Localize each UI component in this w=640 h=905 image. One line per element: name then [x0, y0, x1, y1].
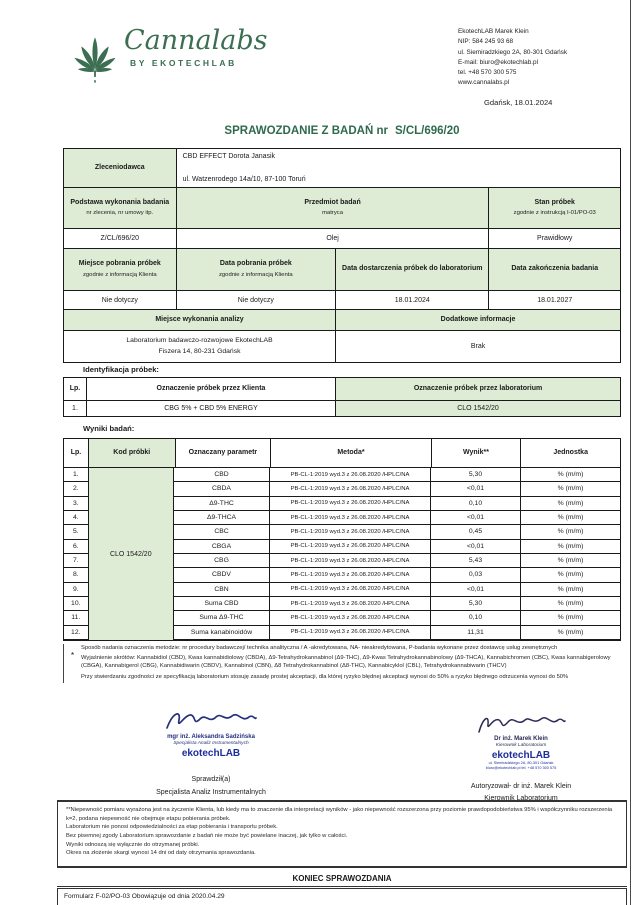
result-row: [174, 482, 620, 496]
sampling-h1: Miejsce pobrania próbek: [78, 260, 161, 268]
result-row-number: 3.: [64, 497, 88, 511]
analysis-value-row: [64, 331, 620, 362]
result-unit: % (m/m): [557, 485, 584, 493]
disclaimer-line: Wyniki odnoszą się wyłącznie do otrzymanej próbki.: [66, 841, 200, 848]
basis-header-2: [177, 188, 490, 228]
report-title: [63, 125, 621, 137]
results-body: [64, 468, 620, 640]
completion-date-header: Data zakończenia badania: [489, 249, 620, 290]
delivery-date-header: Data dostarczenia próbek do laboratorium: [336, 249, 489, 290]
basis-h2: Przedmiot badań: [304, 198, 361, 206]
sampling-header-row: [64, 249, 620, 291]
identification-header-row: [64, 378, 620, 401]
basis-h1: Podstawa wykonania badania: [70, 198, 170, 206]
test-subject: Olej: [177, 229, 490, 248]
disclaimer-line: Okres na złożenie skargi wynosi 14 dni od daty otrzymania sprawozdania.: [66, 850, 256, 857]
footnote-line: Przy stwierdzaniu zgodności ze specyfikacją laboratorium stosuję zasadę prostej akceptacji, dla której ryzyko błędnej akceptacji wynosi do 50% a ryzyko błędnego odrzucenia wynosi do 50%: [81, 673, 569, 680]
result-row-number: 8.: [64, 568, 88, 582]
footnote-text: [81, 644, 621, 683]
result-row: [174, 597, 620, 611]
result-value: 0,45: [431, 525, 521, 538]
sample-code-cell: CLO 1542/20: [89, 468, 174, 640]
analysis-place-header: Miejsce wykonania analizy: [64, 310, 336, 330]
basis-value-row: [64, 229, 620, 249]
identification-data-row: [64, 401, 620, 416]
result-unit: % (m/m): [557, 585, 584, 593]
checker-caption-line1: Sprawdził(a): [191, 776, 231, 783]
authorizer-role: Kierownik Laboratorium: [495, 743, 547, 749]
results-section-title: Wyniki badań:: [83, 424, 135, 433]
lab-contact-line: ul. Siemiradzkiego 2A, 80-301 Gdańsk: [458, 48, 568, 56]
result-row: [174, 583, 620, 597]
checker-caption-line2: Specjalista Analiz Instrumentalnych: [156, 788, 266, 796]
result-row-number: 2.: [64, 482, 88, 496]
basis-h3-sub: zgodnie z instrukcją I-01/PO-03: [513, 210, 596, 217]
stamp-address-line1: ul. Siemiradzkiego 2A, 80-301 Gdańsk: [488, 760, 554, 765]
result-parameter: Suma CBD: [174, 597, 270, 610]
results-rows: [174, 468, 620, 640]
client-label: Zleceniodawca: [64, 149, 177, 187]
sample-condition: Prawidłowy: [537, 235, 573, 242]
result-method: PB-CL-1:2019 wyd.3 z 26.08.2020 /HPLC/NA: [270, 540, 431, 553]
result-row-number: 1.: [64, 468, 88, 482]
result-method: PB-CL-1:2019 wyd.3 z 26.08.2020 /HPLC/NA: [270, 568, 431, 581]
basis-header-row: [64, 188, 620, 229]
result-parameter: Δ9-THC: [174, 497, 270, 510]
ident-col-client: Oznaczenie próbek przez Klienta: [87, 378, 336, 400]
result-row: [174, 511, 620, 525]
authorizer-caption-line2: Kierownik Laboratorium: [484, 794, 558, 802]
lab-contact-line: tel. +48 570 300 575: [458, 69, 517, 76]
result-value: 11,31: [431, 626, 521, 639]
authorizer-caption-line1: Autoryzował- dr inż. Marek Klein: [470, 782, 572, 790]
result-row: [174, 554, 620, 568]
result-method: PB-CL-1:2019 wyd.3 z 26.08.2020 /HPLC/NA: [270, 511, 431, 524]
result-unit: % (m/m): [557, 514, 584, 522]
sampling-h2-sub: zgodnie z informacją Klienta: [218, 271, 293, 278]
footnote-line: Sposób nadania oznaczenia metodzie: nr procedury badawczej/ technika analityczna / A -akredytowana, NA- nieakredytowana, P-badania wykonane przez dostawcę usług zewnętrznych: [81, 645, 558, 651]
sampling-date: Nie dotyczy: [177, 291, 336, 309]
result-value: <0,01: [431, 540, 521, 553]
result-parameter: CBDV: [174, 568, 270, 581]
ident-col-lab: Oznaczenie próbek przez laboratorium: [336, 378, 620, 400]
results-lp-column: [64, 468, 89, 640]
result-parameter: Suma Δ9-THC: [174, 611, 270, 624]
results-table: [63, 438, 621, 641]
result-value: <0,01: [431, 482, 521, 495]
end-of-report-label: KONIEC SPRAWOZDANIA: [57, 870, 627, 887]
method-footnotes: [63, 644, 621, 683]
ident-row-lp: 1.: [64, 401, 87, 416]
basis-h3: Stan próbek: [534, 198, 575, 206]
ekotechlab-stamp-logo: ekotechLAB: [181, 747, 241, 759]
result-row: [174, 525, 620, 539]
result-value: 0,03: [431, 568, 521, 581]
result-unit: % (m/m): [557, 600, 584, 608]
basis-header-1: [64, 188, 177, 228]
result-row-number: 11.: [64, 611, 88, 625]
page-edge-line: [630, 0, 631, 905]
results-header-row: [64, 439, 620, 468]
sampling-h1-sub: zgodnie z informacją Klienta: [82, 271, 157, 278]
results-col-method: Metoda*: [271, 439, 431, 467]
stamp-address-line2: biuro@ekotechlab.pl tel. +48 570 300 575: [485, 765, 557, 770]
result-row: [174, 611, 620, 625]
result-row-number: 4.: [64, 511, 88, 525]
report-info-table: [63, 148, 621, 363]
result-method: PB-CL-1:2019 wyd.3 z 26.08.2020 /HPLC/NA: [270, 468, 431, 481]
lab-contact-block: [458, 27, 628, 109]
result-parameter: CBDA: [174, 482, 270, 495]
lab-contact-line: NIP: 584 245 93 68: [458, 38, 514, 46]
disclaimer-line: Laboratorium nie ponosi odpowiedzialności za etap pobierania i transportu próbek.: [66, 824, 278, 831]
result-parameter: CBG: [174, 554, 270, 567]
identification-table: [63, 377, 621, 417]
result-row-number: 6.: [64, 540, 88, 554]
results-col-lp: Lp.: [64, 439, 89, 467]
results-col-unit: Jednostka: [553, 448, 588, 456]
basis-header-3: [489, 188, 620, 228]
result-row: [174, 626, 620, 640]
result-unit: % (m/m): [557, 614, 584, 622]
place-date: Gdańsk, 18.01.2024: [484, 97, 553, 107]
client-address: ul. Watzenrodego 14a/10, 87-100 Toruń: [182, 176, 306, 183]
results-col-result: Wynik**: [432, 439, 522, 467]
result-method: PB-CL-1:2019 wyd.3 z 26.08.2020 /HPLC/NA: [270, 597, 431, 610]
brand-tagline: BY EKOTECHLAB: [130, 57, 237, 68]
uncertainty-disclaimer: [57, 800, 627, 868]
sampling-place: Nie dotyczy: [64, 291, 177, 309]
client-name: CBD EFFECT Dorota Janasik: [182, 153, 276, 160]
lab-sample-code: CLO 1542/20: [336, 401, 620, 416]
result-value: 5,30: [431, 597, 521, 610]
result-value: 5,43: [431, 554, 521, 567]
brand-name: Cannalabs: [124, 25, 268, 56]
cannabis-leaf-icon: [72, 34, 118, 84]
result-parameter: CBD: [174, 468, 270, 481]
identification-section-title: Identyfikacja próbek:: [83, 365, 159, 374]
form-footer: [57, 888, 627, 905]
result-row: [174, 540, 620, 554]
checker-stamp: [126, 708, 296, 759]
basis-h1-sub: nr zlecenia, nr umowy itp.: [86, 210, 154, 217]
checker-name: mgr inż. Aleksandra Sadzińska: [167, 734, 255, 740]
result-unit: % (m/m): [557, 557, 584, 565]
completion-date: 18.01.2027: [537, 296, 573, 304]
checker-signature-icon: [163, 708, 259, 734]
result-method: PB-CL-1:2019 wyd.3 z 26.08.2020 /HPLC/NA: [270, 583, 431, 596]
client-value: [177, 149, 620, 187]
checker-role: Specjalista Analiz Instrumentalnych: [173, 741, 249, 747]
result-value: 5,30: [431, 468, 521, 481]
results-col-param: Oznaczany parametr: [176, 439, 272, 467]
result-value: 0,10: [431, 611, 521, 624]
result-row-number: 10.: [64, 597, 88, 611]
result-row-number: 9.: [64, 583, 88, 597]
cannalabs-logo: [72, 26, 268, 84]
result-value: 0,10: [431, 497, 521, 510]
sampling-h2: Data pobrania próbek: [219, 260, 292, 268]
authorizer-stamp: [428, 712, 614, 805]
analysis-lab-address: Fiszera 14, 80-231 Gdańsk: [158, 347, 241, 355]
analysis-header-row: [64, 310, 620, 331]
lab-contact-line: EkotechLAB Marek Klein: [458, 28, 529, 35]
result-unit: % (m/m): [557, 571, 584, 579]
ekotechlab-stamp-logo: ekotechLAB: [491, 749, 551, 761]
analysis-lab-name: Laboratorium badawczo-rozwojowe EkotechLAB: [126, 337, 273, 345]
result-parameter: CBN: [174, 583, 270, 596]
additional-info-header: Dodatkowe informacje: [336, 310, 620, 330]
sampling-header-2: [177, 249, 336, 290]
result-method: PB-CL-1:2019 wyd.3 z 26.08.2020 /HPLC/NA: [270, 611, 431, 624]
order-number: Z/CL/696/20: [64, 229, 177, 248]
lab-contact-line: www.cannalabs.pl: [458, 79, 510, 87]
basis-h2-sub: matryca: [322, 210, 344, 217]
additional-info: Brak: [470, 343, 486, 350]
result-row-number: 12.: [64, 626, 88, 640]
checker-caption: [112, 774, 310, 799]
result-unit: % (m/m): [557, 499, 584, 507]
result-unit: % (m/m): [557, 471, 584, 479]
disclaimer-line: Bez pisemnej zgody Laboratorium sprawozdanie z badań nie może być powielane inaczej, jak tylko w całości.: [66, 833, 348, 840]
result-unit: % (m/m): [557, 542, 584, 550]
lab-contact-line: E-mail: biuro@ekotechlab.pl: [458, 58, 539, 66]
result-parameter: CBC: [174, 525, 270, 538]
report-number: S/CL/696/20: [394, 125, 460, 137]
client-sample-name: CBG 5% + CBD 5% ENERGY: [87, 401, 336, 416]
analysis-place: [64, 331, 336, 362]
result-row-number: 5.: [64, 525, 88, 539]
result-parameter: Δ9-THCA: [174, 511, 270, 524]
result-row: [174, 468, 620, 482]
result-value: <0,01: [431, 511, 521, 524]
ident-col-lp: Lp.: [64, 378, 87, 400]
result-method: PB-CL-1:2019 wyd.3 z 26.08.2020 /HPLC/NA: [270, 554, 431, 567]
client-row: [64, 149, 620, 188]
result-unit: % (m/m): [557, 528, 584, 536]
results-col-code: Kod próbki: [89, 439, 176, 467]
result-parameter: Suma kanabinoidów: [174, 626, 270, 639]
result-method: PB-CL-1:2019 wyd.3 z 26.08.2020 /HPLC/NA: [270, 525, 431, 538]
footnote-line: Wyjaśnienie skrótów: Kannabidiol (CBD), Kwas kannabidiolowy (CBDA), Δ9-Tetrahydrokannabinol (Δ9-THC), Δ9-Kwas Tetrahydrokannabinolowy (Δ9-THCA), Kannabichromen (CBC), Kwas kannabigerolowy (CBGA), Kannabigerol (CBG), Kannabidiwarin (CBDV), Kannabinol (CBN), Δ8 Tetrahydrokannabinol (Δ8-THC), Kannabicyklol (CBL), Tetrahydrokannabiwarin (THCV): [81, 655, 611, 670]
result-parameter: CBGA: [174, 540, 270, 553]
report-title-label: SPRAWOZDANIE Z BADAŃ nr: [224, 125, 388, 137]
authorizer-name: Dr inż. Marek Klein: [494, 736, 548, 742]
sampling-value-row: [64, 291, 620, 310]
form-footer-text: Formularz F-02/PO-03 Obowiązuje od dnia 2020.04.29: [64, 893, 225, 900]
authorizer-signature-icon: [475, 712, 567, 736]
result-method: PB-CL-1:2019 wyd.3 z 26.08.2020 /HPLC/NA: [270, 626, 431, 639]
result-row: [174, 497, 620, 511]
sampling-header-1: [64, 249, 177, 290]
result-method: PB-CL-1:2019 wyd.3 z 26.08.2020 /HPLC/NA: [270, 497, 431, 510]
disclaimer-line: **Niepewność pomiaru wyrażona jest na życzenie Klienta, lub kiedy ma to znaczenie dla interpretacji wyników - jako niepewność rozszerzona przy poziomie prawdopodobieństwa 95% i współczynniku rozszerzenia k=2, podana niepewność nie obejmuje etapu pobierania próbek.: [66, 807, 613, 822]
result-method: PB-CL-1:2019 wyd.3 z 26.08.2020 /HPLC/NA: [270, 482, 431, 495]
result-value: <0,01: [431, 583, 521, 596]
result-row: [174, 568, 620, 582]
footnote-asterisk: *: [70, 650, 75, 660]
result-row-number: 7.: [64, 554, 88, 568]
delivery-date: 18.01.2024: [336, 291, 489, 309]
result-unit: % (m/m): [557, 628, 584, 636]
